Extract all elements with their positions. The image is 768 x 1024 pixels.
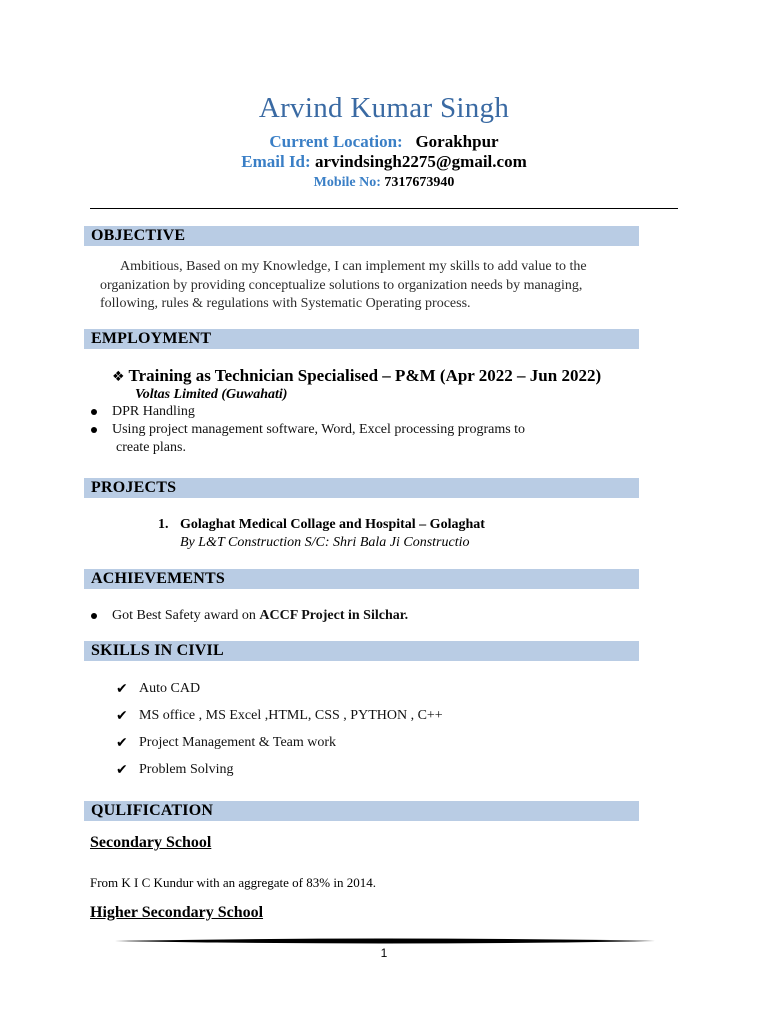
footer-divider xyxy=(115,937,655,945)
section-employment xyxy=(84,329,639,349)
bullet-icon xyxy=(91,613,97,619)
achievement-text: Got Best Safety award on xyxy=(112,608,256,623)
project-contractor: By L&T Construction S/C: Shri Bala Ji Constructio xyxy=(180,535,470,550)
project-number: 1. xyxy=(158,517,169,532)
section-achievements xyxy=(84,569,639,589)
email-line xyxy=(0,152,768,172)
location-label: Current Location: xyxy=(269,132,403,151)
section-heading: SKILLS IN CIVIL xyxy=(91,642,224,659)
check-icon: ✔ xyxy=(116,708,128,724)
skill-item: Problem Solving xyxy=(139,762,234,777)
skill-item: Project Management & Team work xyxy=(139,735,337,750)
mobile-label: Mobile No: xyxy=(313,175,381,190)
employment-bullet: DPR Handling xyxy=(112,404,195,419)
candidate-name: Arvind Kumar Singh xyxy=(258,92,510,124)
section-projects xyxy=(84,478,639,498)
section-skills xyxy=(84,641,639,661)
mobile-line xyxy=(0,175,768,191)
section-heading: EMPLOYMENT xyxy=(91,330,212,347)
section-heading: PROJECTS xyxy=(91,479,177,496)
employment-bullet: Using project management software, Word, Excel processing programs to xyxy=(112,422,526,437)
achievement-item xyxy=(112,608,408,624)
check-icon: ✔ xyxy=(116,681,128,697)
header-divider xyxy=(90,208,678,209)
page-number: 1 xyxy=(380,946,388,960)
skill-item: Auto CAD xyxy=(139,681,201,696)
email-value[interactable]: arvindsingh2275@gmail.com xyxy=(314,152,527,171)
section-heading: ACHIEVEMENTS xyxy=(91,570,225,587)
email-label: Email Id: xyxy=(241,152,311,171)
location-line xyxy=(0,132,768,152)
employment-title-text: Training as Technician Specialised – P&M (Apr 2022 – Jun 2022) xyxy=(128,366,602,385)
section-objective xyxy=(84,226,639,246)
project-title: Golaghat Medical Collage and Hospital – Golaghat xyxy=(180,517,485,532)
section-heading: OBJECTIVE xyxy=(91,227,186,244)
objective-line: following, rules & regulations with Systematic Operating process. xyxy=(100,296,471,311)
employment-company: Voltas Limited (Guwahati) xyxy=(135,387,288,402)
skill-item: MS office , MS Excel ,HTML, CSS , PYTHON , C++ xyxy=(139,708,443,723)
check-icon: ✔ xyxy=(116,762,128,778)
diamond-bullet-icon: ❖ xyxy=(112,369,125,385)
employment-title xyxy=(112,366,601,386)
secondary-school-text: From K I C Kundur with an aggregate of 83% in 2014. xyxy=(90,875,376,890)
objective-text xyxy=(100,258,640,314)
higher-secondary-heading: Higher Secondary School xyxy=(90,904,264,921)
mobile-value: 7317673940 xyxy=(384,175,455,190)
section-qualification xyxy=(84,801,639,821)
bullet-icon xyxy=(91,427,97,433)
secondary-school-heading: Secondary School xyxy=(90,834,212,851)
employment-bullet-continuation: create plans. xyxy=(116,440,186,455)
objective-line: organization by providing conceptualize solutions to organization needs by managing, xyxy=(100,277,583,293)
achievement-project: ACCF Project in Silchar. xyxy=(259,608,409,623)
check-icon: ✔ xyxy=(116,735,128,751)
location-value: Gorakhpur xyxy=(415,132,499,151)
section-heading: QULIFICATION xyxy=(91,802,214,819)
objective-line: Ambitious, Based on my Knowledge, I can implement my skills to add value to the xyxy=(120,259,587,274)
bullet-icon xyxy=(91,409,97,415)
